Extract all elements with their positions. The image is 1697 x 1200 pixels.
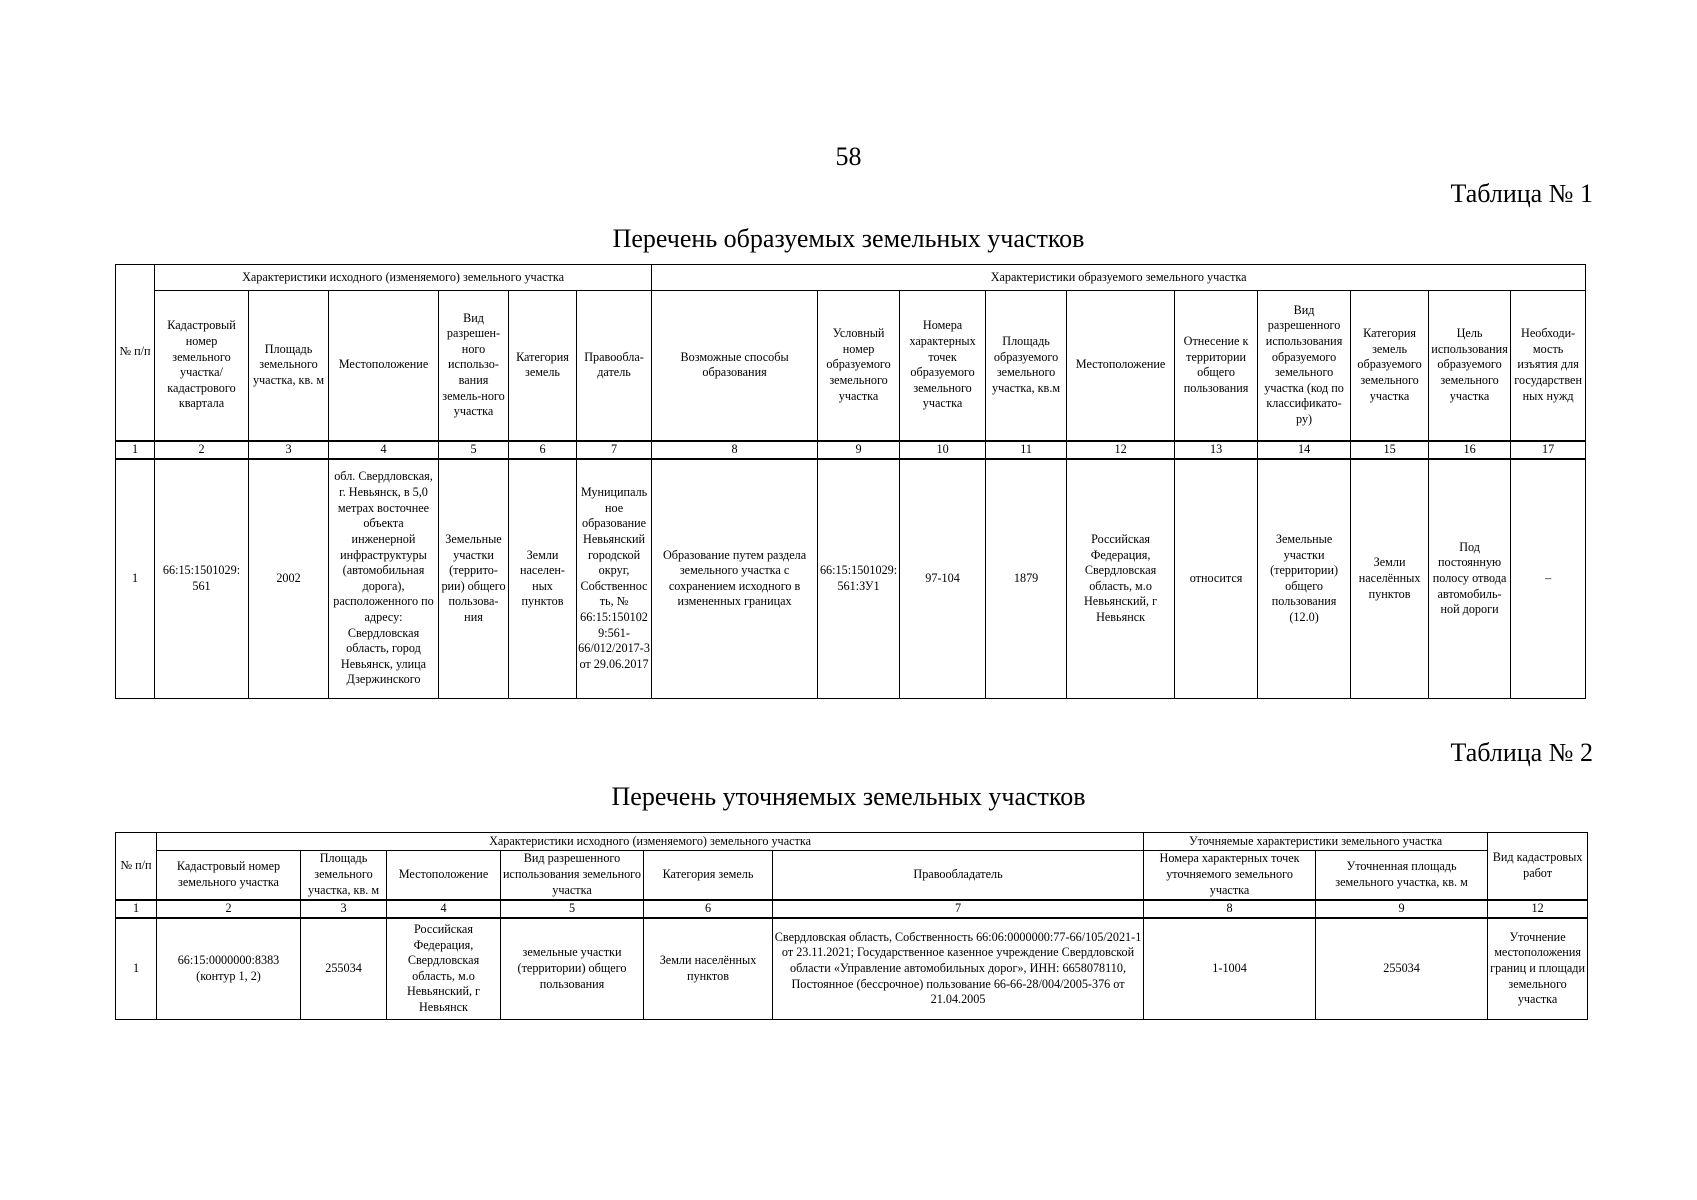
t1-cell-formed-area: 1879: [986, 459, 1067, 699]
t2-colnum: 5: [501, 900, 644, 918]
t1-colnum: 8: [652, 441, 818, 459]
t1-colnum: 2: [155, 441, 249, 459]
t2-header-no: № п/п: [116, 833, 157, 900]
t2-cell-land-category: Земли населённых пунктов: [644, 918, 773, 1020]
t1-cell-point-numbers: 97-104: [900, 459, 986, 699]
t2-cell-point-numbers: 1-1004: [1144, 918, 1316, 1020]
t2-header-point-numbers: Номера характерных точек уточняемого земельного участка: [1144, 851, 1316, 900]
t1-colnum: 17: [1511, 441, 1586, 459]
t1-header-conditional-number: Условный номер образуемого земельного участка: [818, 291, 900, 441]
t2-colnum: 2: [157, 900, 301, 918]
table-row: [116, 918, 1588, 1020]
t1-colnum: 9: [818, 441, 900, 459]
t1-colnum: 3: [249, 441, 329, 459]
t2-colnum: 6: [644, 900, 773, 918]
t1-header-public-territory: Отнесение к территории общего пользования: [1175, 291, 1258, 441]
formed-plots-table: [115, 264, 1586, 699]
t2-colnum: 9: [1316, 900, 1488, 918]
t1-column-numbers: [116, 441, 1586, 459]
t2-cell-refined-area: 255034: [1316, 918, 1488, 1020]
t1-header-location: Местоположение: [329, 291, 439, 441]
t1-cell-area: 2002: [249, 459, 329, 699]
t2-colnum: 1: [116, 900, 157, 918]
t2-colnum: 12: [1488, 900, 1588, 918]
t2-cell-permitted-use: земельные участки (территории) общего пользования: [501, 918, 644, 1020]
table-row: [116, 459, 1586, 699]
t1-cell-cadastral-number: 66:15:1501029: 561: [155, 459, 249, 699]
t2-colnum: 4: [387, 900, 501, 918]
t2-colnum: 8: [1144, 900, 1316, 918]
page-number: 58: [835, 142, 862, 171]
t1-cell-no: 1: [116, 459, 155, 699]
t1-colnum: 4: [329, 441, 439, 459]
t1-cell-location: обл. Свердловская, г. Невьянск, в 5,0 метрах восточнее объекта инженерной инфраструктуры (автомобильная дорога), расположенного по адресу: Свердловская область, город Невьянск, улица Дзержинского: [329, 459, 439, 699]
t1-colnum: 15: [1351, 441, 1429, 459]
t1-header-permitted-use: Вид разрешен-ного использо-вания земель-ного участка: [439, 291, 509, 441]
t2-header-cadastral-number: Кадастровый номер земельного участка: [157, 851, 301, 900]
t1-colnum: 16: [1429, 441, 1511, 459]
t1-header-formed-permitted-use: Вид разрешенного использования образуемого земельного участка (код по классификато-ру): [1258, 291, 1351, 441]
t1-header-land-category: Категория земель: [509, 291, 577, 441]
t1-cell-seizure-need: –: [1511, 459, 1586, 699]
t1-header-formed-area: Площадь образуемого земельного участка, кв.м: [986, 291, 1067, 441]
t1-header-point-numbers: Номера характерных точек образуемого земельного участка: [900, 291, 986, 441]
t1-header-purpose: Цель использования образуемого земельного участка: [1429, 291, 1511, 441]
t2-header-area: Площадь земельного участка, кв. м: [301, 851, 387, 900]
t1-colnum: 10: [900, 441, 986, 459]
t1-header-formed-location: Местоположение: [1067, 291, 1175, 441]
t1-cell-formed-land-category: Земли населённых пунктов: [1351, 459, 1429, 699]
t1-header-cadastral-number: Кадастровый номер земельного участка/ кадастрового квартала: [155, 291, 249, 441]
t1-header-area: Площадь земельного участка, кв. м: [249, 291, 329, 441]
t2-cell-cadastral-works: Уточнение местоположения границ и площади земельного участка: [1488, 918, 1588, 1020]
t2-header-land-category: Категория земель: [644, 851, 773, 900]
table1-title: Перечень образуемых земельных участков: [612, 224, 1085, 253]
t1-cell-formed-permitted-use: Земельные участки (территории) общего пользования (12.0): [1258, 459, 1351, 699]
t1-cell-conditional-number: 66:15:1501029:561:ЗУ1: [818, 459, 900, 699]
t1-header-formation-methods: Возможные способы образования: [652, 291, 818, 441]
t1-colnum: 1: [116, 441, 155, 459]
t2-header-cadastral-works: Вид кадастровых работ: [1488, 833, 1588, 900]
t1-cell-public-territory: относится: [1175, 459, 1258, 699]
t1-colnum: 7: [577, 441, 652, 459]
t2-cell-location: Российская Федерация, Свердловская область, м.о Невьянский, г Невьянск: [387, 918, 501, 1020]
t1-colnum: 6: [509, 441, 577, 459]
t2-colnum: 7: [773, 900, 1144, 918]
t1-header-formed-land-category: Категория земель образуемого земельного участка: [1351, 291, 1429, 441]
t1-colnum: 5: [439, 441, 509, 459]
t1-header-rightholder: Правообла-датель: [577, 291, 652, 441]
t1-header-seizure-need: Необходи-мость изъятия для государственных нужд: [1511, 291, 1586, 441]
t1-colnum: 14: [1258, 441, 1351, 459]
t1-cell-rightholder: Муниципальное образование Невьянский городской округ, Собственность, № 66:15:1501029:561-66/012/2017-3 от 29.06.2017: [577, 459, 652, 699]
t2-column-numbers: [116, 900, 1588, 918]
table2-caption: Таблица № 2: [1450, 738, 1593, 767]
t1-cell-permitted-use: Земельные участки (террито-рии) общего пользова-ния: [439, 459, 509, 699]
t2-cell-rightholder: Свердловская область, Собственность 66:06:0000000:77-66/105/2021-1 от 23.11.2021; Государственное казенное учреждение Свердловской области «Управление автомобильных дорог», ИНН: 6658078110, Постоянное (бессрочное) пользование 66-66-28/004/2005-376 от 21.04.2005: [773, 918, 1144, 1020]
t1-group-formed: Характеристики образуемого земельного участка: [652, 265, 1586, 291]
t1-cell-formation-method: Образование путем раздела земельного участка с сохранением исходного в измененных границах: [652, 459, 818, 699]
t1-cell-formed-location: Российская Федерация, Свердловская область, м.о Невьянский, г Невьянск: [1067, 459, 1175, 699]
t1-colnum: 13: [1175, 441, 1258, 459]
t2-header-permitted-use: Вид разрешенного использования земельного участка: [501, 851, 644, 900]
t2-header-refined-area: Уточненная площадь земельного участка, кв. м: [1316, 851, 1488, 900]
t1-cell-land-category: Земли населен-ных пунктов: [509, 459, 577, 699]
t2-colnum: 3: [301, 900, 387, 918]
t2-cell-cadastral-number: 66:15:0000000:8383 (контур 1, 2): [157, 918, 301, 1020]
t2-header-rightholder: Правообладатель: [773, 851, 1144, 900]
refined-plots-table: [115, 832, 1588, 1020]
t1-header-no: № п/п: [116, 265, 155, 441]
t2-cell-no: 1: [116, 918, 157, 1020]
t2-group-refined: Уточняемые характеристики земельного участка: [1144, 833, 1488, 851]
t2-group-source: Характеристики исходного (изменяемого) земельного участка: [157, 833, 1144, 851]
t1-colnum: 12: [1067, 441, 1175, 459]
table1-caption: Таблица № 1: [1450, 179, 1593, 208]
t1-colnum: 11: [986, 441, 1067, 459]
t1-cell-purpose: Под постоянную полосу отвода автомобиль-ной дороги: [1429, 459, 1511, 699]
t2-header-location: Местоположение: [387, 851, 501, 900]
t1-group-source: Характеристики исходного (изменяемого) земельного участка: [155, 265, 652, 291]
t2-cell-area: 255034: [301, 918, 387, 1020]
table2-title: Перечень уточняемых земельных участков: [611, 782, 1086, 811]
